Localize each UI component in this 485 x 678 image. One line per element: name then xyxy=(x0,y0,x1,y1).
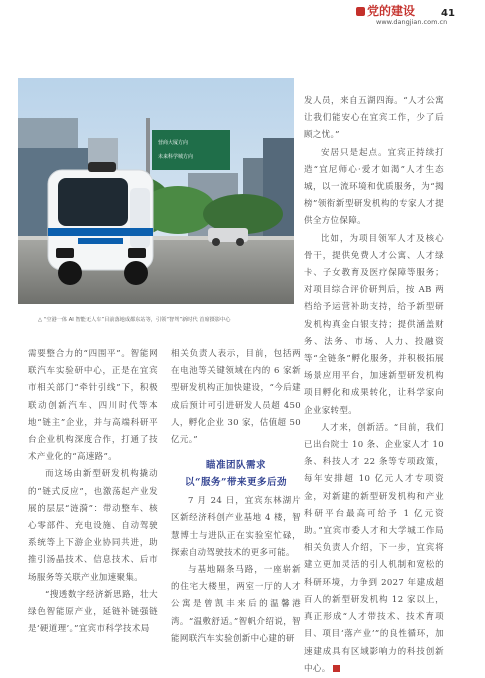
article-column-middle xyxy=(171,346,301,648)
article-column-right xyxy=(304,93,444,678)
autonomous-vehicle xyxy=(48,162,153,285)
paragraph: 7 月 24 日，宜宾东林湖片区新经济科创产业基地 4 楼，智慧博士与进队正在实验室忙碌，探索自动驾驶技术的更多可能。 xyxy=(171,496,301,558)
paragraph-text: 人才来，创新活。“目前，我们已出台院士 10 条、企业家人才 10 条、科技人才 22 条等专项政策，每年安排超 10 亿元人才专项资金，对新建的新型研发机构和产业科研平台最高可给予 1 亿元资助。”宜宾市委人才和大学城工作局相关负责人介绍，下一步，宜宾将建立更加灵活的引人机制和宽松的科研环境，力争到 2027 年建成超百人的新型研发机构 12 家以上，真正形成“人才带技术、技术育项目、项目‘落产业’”的良性循环，加速建成具有区域影响力的科技创新中心。 xyxy=(304,422,444,674)
page-number: 41 xyxy=(441,8,455,19)
article-photo xyxy=(18,78,294,304)
paragraph: 相关负责人表示，目前，包括两在电池等关键领域在内的 6 家新型研发机构正加快建设，“今后建成后预计可引进研发人员超 450 人，孵化企业 30 家，估值超 50 亿元。” xyxy=(171,349,301,446)
paragraph: 而这场由新型研发机构撬动的“链式反应”，也激荡起产业发展的层层“涟漪”：带动整车、核心零部件、充电设施、自动驾驶系统等上下游企业协同共进，助推引汤晶技术、信息技术、后市场服务等关联产业加速聚集。 xyxy=(28,469,158,583)
road-sign xyxy=(152,130,230,170)
photo-caption: △ “空港一体 AI 智能无人车”目前落地成都东站等，引领“智驾”新时代 首席摄影中心 xyxy=(38,317,231,323)
paragraph: 安居只是起点。宜宾正持续打造“宜尼师心·爱才如渴”人才生态城，以一流环境和优质服务，为“揭榜”领衔新型研发机构的专家人才提供全方位保障。 xyxy=(304,147,444,227)
magazine-logo xyxy=(356,4,436,18)
road-sign-line-2: 未来科学城方向 xyxy=(158,154,194,160)
magazine-url: www.dangjian.com.cn xyxy=(376,18,448,26)
paragraph: 与基地隔条马路，一座崭新的住宅大楼里，两室一厅的人才公寓是曾凯丰来后的温馨港湾。“温敷舒适。”智帆介绍说，智能网联汽车实验创新中心建的研 xyxy=(171,565,301,644)
magazine-name: 党的建设 xyxy=(367,4,416,18)
autonomous-vehicle-photo xyxy=(18,78,294,304)
logo-mark-icon xyxy=(356,7,365,16)
end-of-article-icon xyxy=(333,665,340,672)
section-heading xyxy=(171,457,301,491)
paragraph: 需要整合力的“四围平”。智能网联汽车实验研中心，正是在宜宾市相关部门“牵针引线”下，积极联动创新汽车、四川时代等本地“链主”企业，并与高端科研平台企业机构深度合作，打通了技术产业化的“高速路”。 xyxy=(28,349,158,463)
road-sign-line-1: 营商大厦方向 xyxy=(158,140,189,146)
article-column-left xyxy=(28,346,158,638)
section-heading-line-2: 以“服务”带来更多后劲 xyxy=(185,477,287,489)
paragraph: 比如，为项目领军人才及核心骨干，提供免费人才公寓、人才绿卡、子女教育及医疗保障等服务；对项目综合评价研判后，按 AB 两档给予运营补助支持，给予新型研发机构真金白银支持；提供涵盖财务、法务、市场、人力、投融资等“全链条”孵化服务，并积极拓展场景应用平台，加速新型研发机构项目孵化和成果转化，让科学家向企业家转型。 xyxy=(304,233,444,416)
section-heading-line-1: 瞄准团队需求 xyxy=(205,460,266,472)
paragraph: 发人员，来自五湖四海。“人才公寓让我们能安心在宜宾工作，少了后顾之忧。” xyxy=(304,96,444,141)
paragraph xyxy=(304,420,444,678)
paragraph: “搜透数字经济新思路，壮大绿色智能原产业，延链补链强链是‘硬道理’。”宜宾市科学技术局 xyxy=(28,589,158,635)
